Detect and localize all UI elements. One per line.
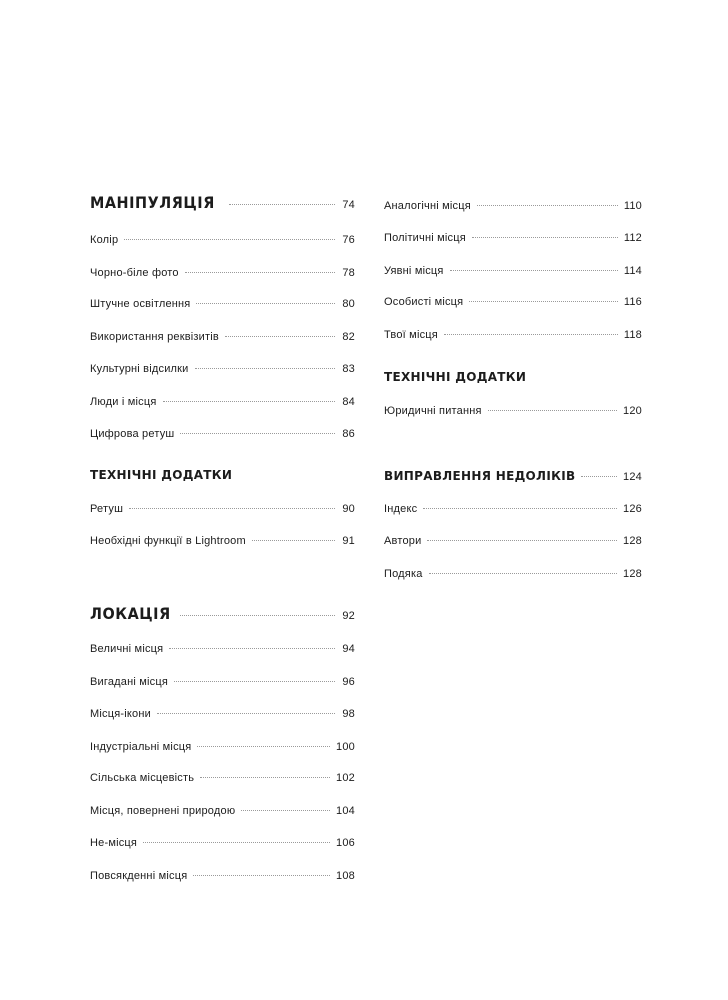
page-number: 102: [336, 772, 355, 784]
entry-title: Особисті місця: [384, 296, 464, 308]
dot-leader: [488, 410, 617, 411]
section-title: ВИПРАВЛЕННЯ НЕДОЛІКІВ: [384, 469, 576, 483]
toc-entry[interactable]: [384, 567, 642, 581]
entry-title: Цифрова ретуш: [90, 428, 175, 440]
dot-leader: [423, 508, 617, 509]
page-number: 128: [623, 535, 642, 547]
toc-entry[interactable]: [384, 404, 642, 418]
dot-leader: [169, 648, 335, 649]
toc-entry[interactable]: [384, 264, 642, 278]
toc-entry[interactable]: [90, 427, 355, 441]
entry-title: Подяка: [384, 568, 423, 580]
dot-leader: [229, 204, 335, 205]
toc-entry[interactable]: [90, 534, 355, 548]
toc-entry[interactable]: [90, 266, 355, 280]
entry-title: Юридичні питання: [384, 405, 482, 417]
entry-title: Політичні місця: [384, 232, 466, 244]
toc-section-location[interactable]: [90, 605, 355, 625]
page-number: 116: [623, 296, 642, 308]
entry-title: Штучне освітлення: [90, 298, 191, 310]
page-number: 94: [342, 643, 355, 655]
page-number: 104: [336, 805, 355, 817]
toc-entry[interactable]: [90, 330, 355, 344]
dot-leader: [197, 746, 330, 747]
entry-title: Індекс: [384, 503, 418, 515]
dot-leader: [200, 777, 330, 778]
dot-leader: [143, 842, 330, 843]
page-number: 114: [623, 265, 642, 277]
toc-entry[interactable]: [90, 233, 355, 247]
entry-title: Культурні відсилки: [90, 363, 189, 375]
entry-title: Повсякденні місця: [90, 870, 188, 882]
entry-title: Автори: [384, 535, 422, 547]
page-number: 124: [623, 471, 642, 483]
entry-title: Люди і місця: [90, 396, 157, 408]
page-number: 100: [336, 741, 355, 753]
page-number: 78: [342, 267, 355, 279]
entry-title: Аналогічні місця: [384, 200, 471, 212]
dot-leader: [429, 573, 618, 574]
section-title: ЛОКАЦІЯ: [90, 604, 171, 623]
toc-entry[interactable]: [90, 297, 355, 311]
toc-entry[interactable]: [90, 804, 355, 818]
entry-title: Колір: [90, 234, 119, 246]
dot-leader: [124, 239, 335, 240]
page-number: 76: [342, 234, 355, 246]
dot-leader: [252, 540, 335, 541]
entry-title: Індустріальні місця: [90, 741, 192, 753]
toc-entry[interactable]: [90, 362, 355, 376]
entry-title: Сільська місцевість: [90, 772, 195, 784]
page-number: 110: [623, 200, 642, 212]
page-number: 108: [336, 870, 355, 882]
page-number: 84: [342, 396, 355, 408]
toc-entry[interactable]: [90, 740, 355, 754]
page-number: 80: [342, 298, 355, 310]
toc-entry[interactable]: [90, 675, 355, 689]
toc-entry[interactable]: [384, 199, 642, 213]
toc-entry[interactable]: [384, 502, 642, 516]
dot-leader: [225, 336, 335, 337]
dot-leader: [180, 433, 335, 434]
dot-leader: [427, 540, 617, 541]
toc-entry[interactable]: [90, 642, 355, 656]
dot-leader: [185, 272, 335, 273]
dot-leader: [241, 810, 330, 811]
dot-leader: [163, 401, 335, 402]
toc-subheading-tech-addenda: ТЕХНІЧНІ ДОДАТКИ: [384, 370, 527, 384]
page-number: 86: [342, 428, 355, 440]
entry-title: Твої місця: [384, 329, 438, 341]
page-number: 126: [623, 503, 642, 515]
toc-entry[interactable]: [384, 328, 642, 342]
toc-entry[interactable]: [90, 395, 355, 409]
entry-title: Місця-ікони: [90, 708, 151, 720]
page-number: 82: [342, 331, 355, 343]
page-number: 83: [342, 363, 355, 375]
entry-title: Ретуш: [90, 503, 124, 515]
dot-leader: [157, 713, 335, 714]
entry-title: Вигадані місця: [90, 676, 169, 688]
toc-subheading-tech-addenda: ТЕХНІЧНІ ДОДАТКИ: [90, 468, 233, 482]
section-title: МАНІПУЛЯЦІЯ: [90, 193, 215, 212]
dot-leader: [129, 508, 335, 509]
page-number: 128: [623, 568, 642, 580]
page-number: 74: [342, 199, 355, 211]
dot-leader: [174, 681, 335, 682]
page-number: 120: [623, 405, 642, 417]
toc-entry[interactable]: [90, 869, 355, 883]
toc-section-fixes[interactable]: [384, 469, 642, 484]
toc-section-manipulation[interactable]: [90, 194, 355, 214]
dot-leader: [450, 270, 618, 271]
page-number: 106: [336, 837, 355, 849]
entry-title: Необхідні функції в Lightroom: [90, 535, 246, 547]
page-number: 98: [342, 708, 355, 720]
dot-leader: [444, 334, 618, 335]
dot-leader: [180, 615, 335, 616]
toc-entry[interactable]: [90, 707, 355, 721]
entry-title: Величні місця: [90, 643, 164, 655]
dot-leader: [469, 301, 618, 302]
toc-entry[interactable]: [90, 502, 355, 516]
toc-entry[interactable]: [90, 836, 355, 850]
page-number: 90: [342, 503, 355, 515]
page-number: 112: [623, 232, 642, 244]
entry-title: Місця, повернені природою: [90, 805, 236, 817]
entry-title: Використання реквізитів: [90, 331, 219, 343]
toc-entry[interactable]: [384, 295, 642, 309]
page-number: 96: [342, 676, 355, 688]
dot-leader: [193, 875, 330, 876]
toc-entry[interactable]: [90, 771, 355, 785]
toc-entry[interactable]: [384, 231, 642, 245]
dot-leader: [581, 476, 617, 477]
entry-title: Уявні місця: [384, 265, 444, 277]
dot-leader: [196, 303, 335, 304]
page-number: 118: [623, 329, 642, 341]
page-number: 91: [342, 535, 355, 547]
entry-title: Не-місця: [90, 837, 138, 849]
dot-leader: [195, 368, 335, 369]
entry-title: Чорно-біле фото: [90, 267, 179, 279]
dot-leader: [472, 237, 618, 238]
page-number: 92: [342, 610, 355, 622]
toc-entry[interactable]: [384, 534, 642, 548]
dot-leader: [477, 205, 618, 206]
